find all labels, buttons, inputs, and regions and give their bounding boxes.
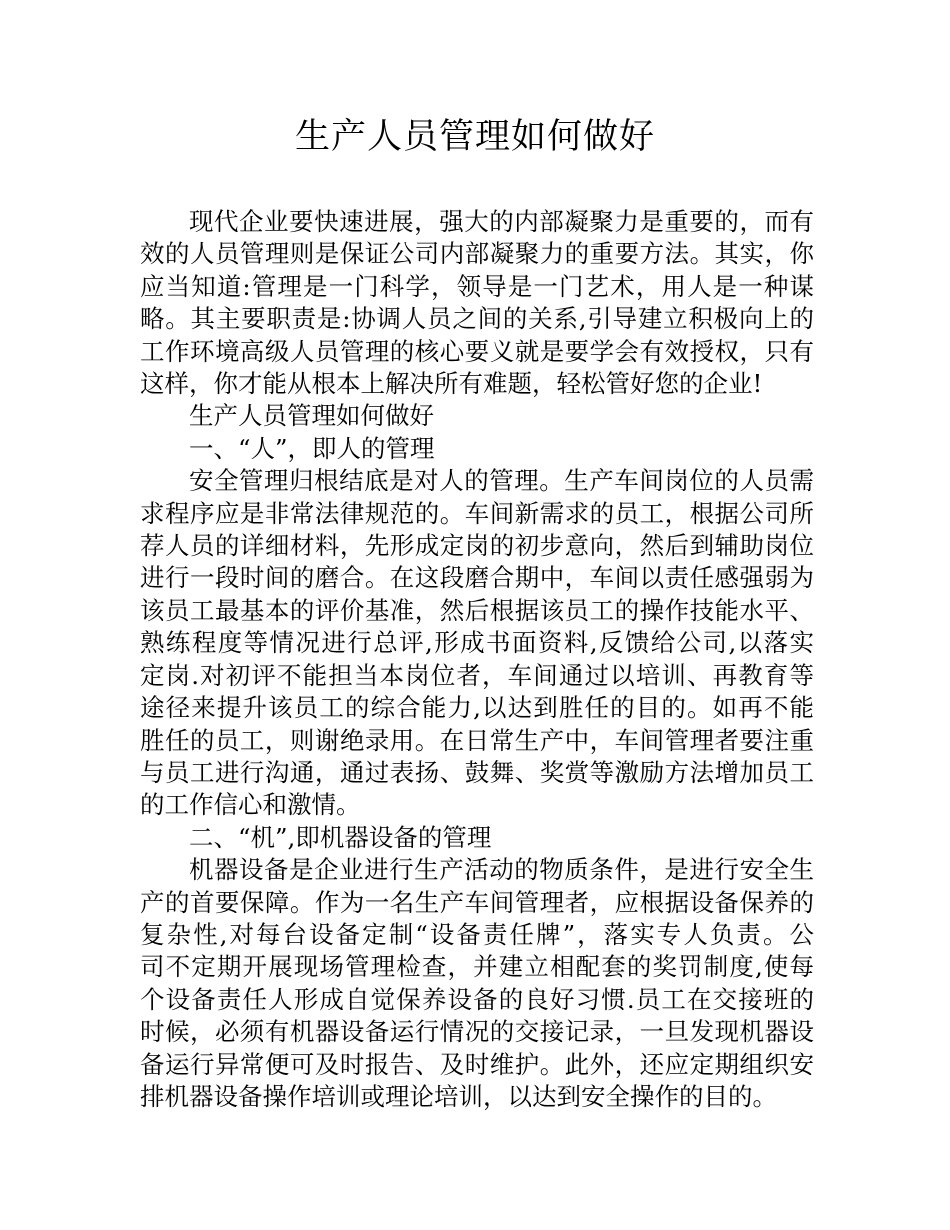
section-2-line: 复杂性,对每台设备定制“设备责任牌”，落实专人负责。公 xyxy=(140,919,814,949)
section-2-line: 排机器设备操作培训或理论培训，以达到安全操作的目的。 xyxy=(140,1081,777,1111)
section-2-line: 产的首要保障。作为一名生产车间管理者，应根据设备保养的 xyxy=(140,887,814,917)
section-2-line: 备运行异常便可及时报告、及时维护。此外，还应定期组织安 xyxy=(140,1049,814,1079)
section-1-line: 该员工最基本的评价基准，然后根据该员工的操作技能水平、 xyxy=(140,595,814,625)
section-2-line: 司不定期开展现场管理检查，并建立相配套的奖罚制度,使每 xyxy=(140,952,814,982)
intro-line: 效的人员管理则是保证公司内部凝聚力的重要方法。其实，你 xyxy=(140,239,814,269)
section-2-heading: 二、“机”,即机器设备的管理 xyxy=(189,822,492,852)
section-1-line: 求程序应是非常法律规范的。车间新需求的员工，根据公司所 xyxy=(140,498,814,528)
section-1-line: 胜任的员工，则谢绝录用。在日常生产中，车间管理者要注重 xyxy=(140,725,814,755)
document-title: 生产人员管理如何做好 xyxy=(294,117,655,157)
intro-paragraph xyxy=(140,206,814,400)
section-1-heading: 一、“人”，即人的管理 xyxy=(189,433,435,463)
section-2-paragraph xyxy=(140,854,814,1113)
intro-line: 工作环境高级人员管理的核心要义就是要学会有效授权，只有 xyxy=(140,336,814,366)
section-1-line: 途径来提升该员工的综合能力,以达到胜任的目的。如再不能 xyxy=(140,693,814,723)
section-1-line: 熟练程度等情况进行总评,形成书面资料,反馈给公司,以落实 xyxy=(140,628,814,658)
section-1-paragraph xyxy=(140,465,814,821)
section-2-line: 时候，必须有机器设备运行情况的交接记录，一旦发现机器设 xyxy=(140,1017,814,1047)
section-2-line: 机器设备是企业进行生产活动的物质条件，是进行安全生 xyxy=(189,855,814,885)
section-1-line: 进行一段时间的磨合。在这段磨合期中，车间以责任感强弱为 xyxy=(140,563,814,593)
subtitle: 生产人员管理如何做好 xyxy=(189,401,434,431)
section-1-line: 的工作信心和激情。 xyxy=(140,790,361,820)
intro-line: 这样，你才能从根本上解决所有难题，轻松管好您的企业! xyxy=(140,369,763,399)
section-2-line: 个设备责任人形成自觉保养设备的良好习惯.员工在交接班的 xyxy=(140,984,814,1014)
section-1-line: 安全管理归根结底是对人的管理。生产车间岗位的人员需 xyxy=(189,466,814,496)
intro-line: 应当知道:管理是一门科学，领导是一门艺术，用人是一种谋 xyxy=(140,271,814,301)
section-1-line: 与员工进行沟通，通过表扬、鼓舞、奖赏等激励方法增加员工 xyxy=(140,757,814,787)
document-body xyxy=(140,206,814,1113)
section-1-line: 荐人员的详细材料，先形成定岗的初步意向，然后到辅助岗位 xyxy=(140,531,814,561)
intro-line: 现代企业要快速进展，强大的内部凝聚力是重要的，而有 xyxy=(189,207,814,236)
intro-line: 略。其主要职责是:协调人员之间的关系,引导建立积极向上的 xyxy=(140,304,814,334)
section-1-line: 定岗.对初评不能担当本岗位者，车间通过以培训、再教育等 xyxy=(140,660,814,690)
